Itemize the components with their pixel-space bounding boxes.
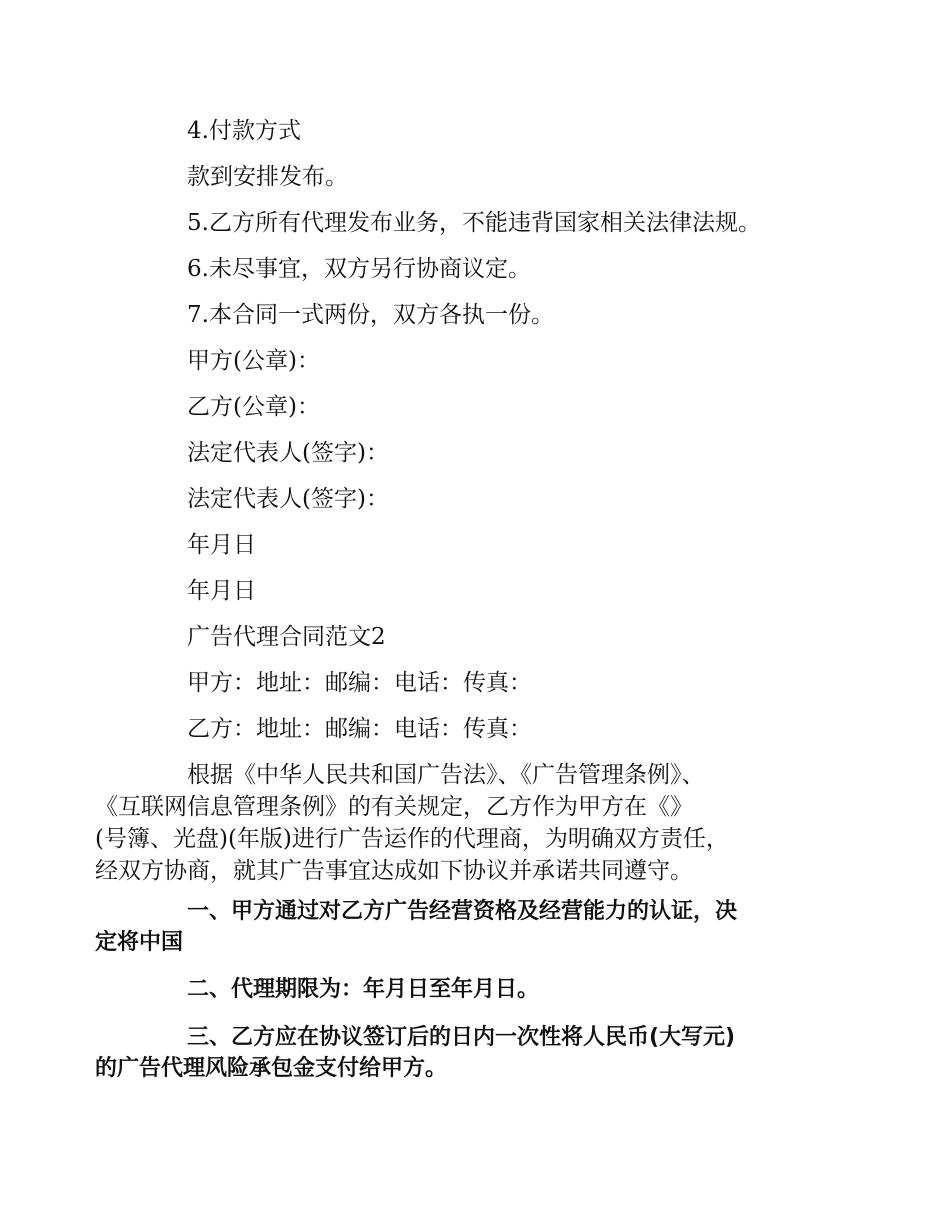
preamble-line: (号簿、光盘)(年版)进行广告运作的代理商，为明确双方责任， bbox=[95, 826, 729, 852]
preamble-paragraph bbox=[95, 759, 809, 887]
clause-1 bbox=[95, 896, 809, 958]
legal-rep-signature-line-a: 法定代表人(签字)： bbox=[187, 440, 389, 466]
document-title-2: 广告代理合同范文2 bbox=[187, 624, 386, 650]
party-a-seal-line: 甲方(公章)： bbox=[187, 348, 320, 374]
date-line-b: 年月日 bbox=[187, 578, 256, 604]
clause-line: 的广告代理风险承包金支付给甲方。 bbox=[95, 1056, 448, 1081]
party-b-info-line: 乙方：地址：邮编：电话：传真： bbox=[187, 716, 532, 742]
paragraph-item-7: 7.本合同一式两份，双方各执一份。 bbox=[187, 302, 554, 328]
legal-rep-signature-line-b: 法定代表人(签字)： bbox=[187, 486, 389, 512]
clause-line: 三、乙方应在协议签订后的日内一次性将人民币(大写元) bbox=[187, 1025, 736, 1050]
party-b-seal-line: 乙方(公章)： bbox=[187, 394, 320, 420]
preamble-line: 经双方协商，就其广告事宜达成如下协议并承诺共同遵守。 bbox=[95, 858, 693, 884]
preamble-line: 《互联网信息管理条例》的有关规定，乙方作为甲方在《》 bbox=[95, 794, 693, 820]
party-a-info-line: 甲方：地址：邮编：电话：传真： bbox=[187, 670, 532, 696]
paragraph-item-5: 5.乙方所有代理发布业务，不能违背国家相关法律法规。 bbox=[187, 210, 761, 236]
preamble-line: 根据《中华人民共和国广告法》、《广告管理条例》、 bbox=[187, 762, 705, 788]
document-body bbox=[95, 108, 809, 1093]
paragraph-payment: 款到安排发布。 bbox=[187, 164, 348, 190]
clause-line: 一、甲方通过对乙方广告经营资格及经营能力的认证，决 bbox=[187, 899, 738, 924]
paragraph-item-6: 6.未尽事宜，双方另行协商议定。 bbox=[187, 256, 531, 282]
date-line-a: 年月日 bbox=[187, 532, 256, 558]
clause-line: 定将中国 bbox=[95, 930, 184, 955]
clause-3 bbox=[95, 1022, 809, 1084]
clause-2: 二、代理期限为：年月日至年月日。 bbox=[187, 977, 540, 1002]
section-heading-payment: 4.付款方式 bbox=[187, 118, 301, 144]
